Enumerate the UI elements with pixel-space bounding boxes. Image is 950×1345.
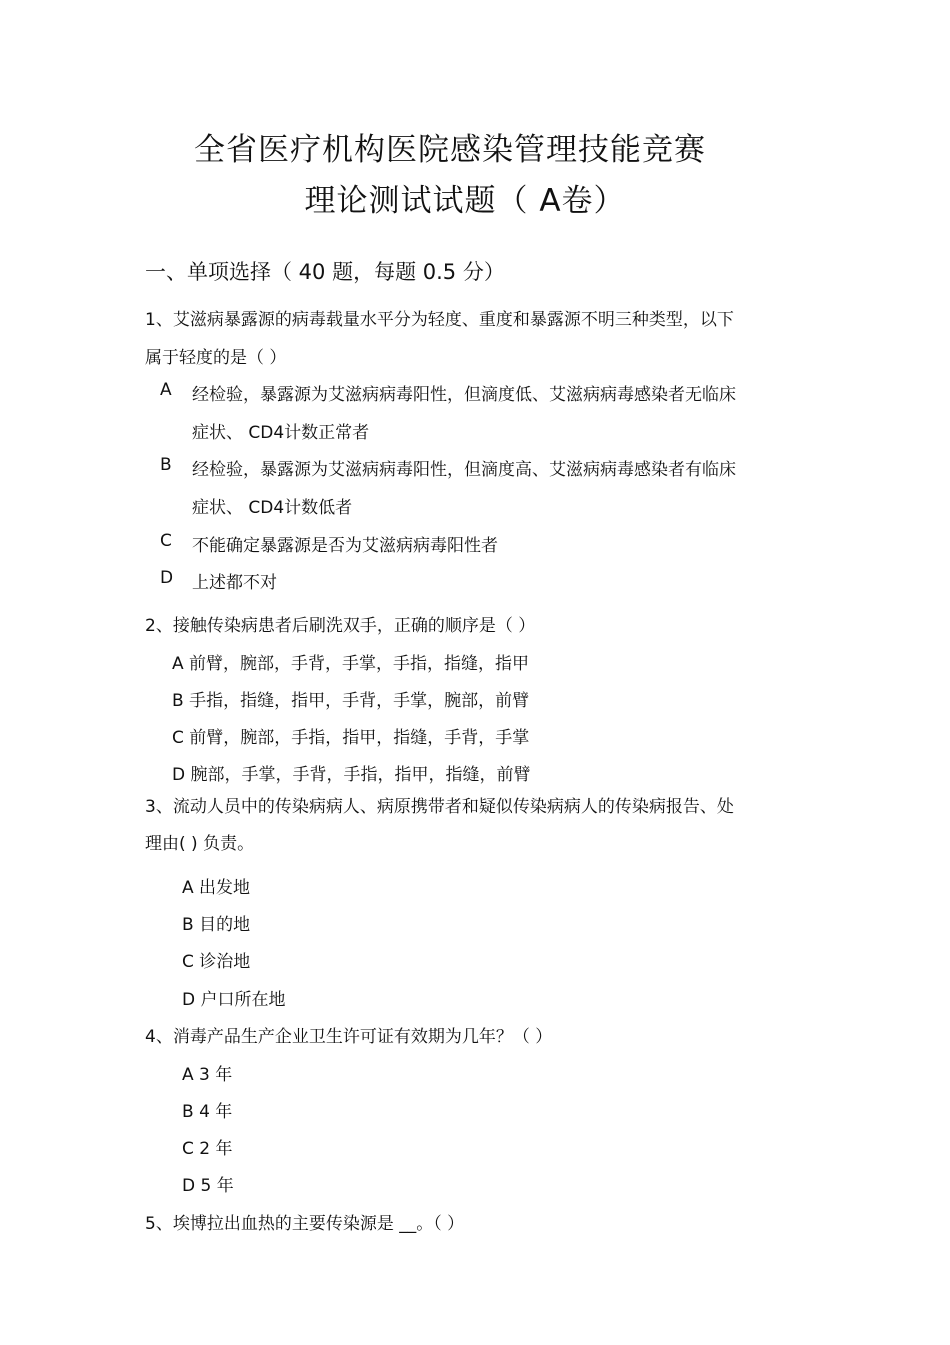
exam-title-line1: 全省医疗机构医院感染管理技能竞赛 bbox=[194, 132, 706, 168]
question-4-stem: 4、消毒产品生产企业卫生许可证有效期为几年？（ ） bbox=[145, 1027, 553, 1047]
option-text: C 前臂，腕部，手指，指甲，指缝，手背，手掌 bbox=[172, 728, 530, 748]
option-text: C 诊治地 bbox=[182, 952, 251, 972]
option-text: 不能确定暴露源是否为艾滋病病毒阳性者 bbox=[192, 536, 498, 556]
option-text: D 户口所在地 bbox=[182, 990, 286, 1010]
option-letter: D bbox=[160, 568, 174, 588]
exam-title-line2: 理论测试试题（ A卷） bbox=[304, 183, 626, 219]
question-1-stem-line1: 1、艾滋病暴露源的病毒载量水平分为轻度、重度和暴露源不明三种类型，以下 bbox=[145, 310, 734, 330]
option-text: B 手指，指缝，指甲，手背，手掌，腕部，前臂 bbox=[172, 691, 530, 711]
option-text: 症状、 CD4计数正常者 bbox=[192, 423, 370, 443]
option-text: 症状、 CD4计数低者 bbox=[192, 498, 353, 518]
option-text: 上述都不对 bbox=[192, 573, 277, 593]
option-text: B 目的地 bbox=[182, 915, 251, 935]
question-1-stem-line2: 属于轻度的是（ ） bbox=[145, 348, 287, 368]
option-text: A 前臂，腕部，手背，手掌，手指，指缝，指甲 bbox=[172, 654, 530, 674]
option-text: C 2 年 bbox=[182, 1139, 233, 1159]
option-letter: C bbox=[160, 531, 172, 551]
question-3-stem-line2: 理由( ) 负责。 bbox=[145, 834, 255, 854]
question-2-stem: 2、接触传染病患者后刷洗双手，正确的顺序是（ ） bbox=[145, 616, 536, 636]
option-text: B 4 年 bbox=[182, 1102, 233, 1122]
question-3-stem-line1: 3、流动人员中的传染病病人、病原携带者和疑似传染病病人的传染病报告、处 bbox=[145, 797, 734, 817]
option-text: 经检验，暴露源为艾滋病病毒阳性，但滴度高、艾滋病病毒感染者有临床 bbox=[192, 460, 736, 480]
option-text: D 5 年 bbox=[182, 1176, 234, 1196]
option-text: A 3 年 bbox=[182, 1065, 233, 1085]
section-heading: 一、单项选择（ 40 题，每题 0.5 分） bbox=[145, 260, 505, 284]
option-text: 经检验，暴露源为艾滋病病毒阳性，但滴度低、艾滋病病毒感染者无临床 bbox=[192, 385, 736, 405]
option-letter: B bbox=[160, 455, 172, 475]
question-5-stem: 5、埃博拉出血热的主要传染源是 __。（ ） bbox=[145, 1214, 465, 1234]
option-text: A 出发地 bbox=[182, 878, 251, 898]
option-text: D 腕部，手掌，手背，手指，指甲，指缝，前臂 bbox=[172, 765, 531, 785]
option-letter: A bbox=[160, 380, 172, 400]
